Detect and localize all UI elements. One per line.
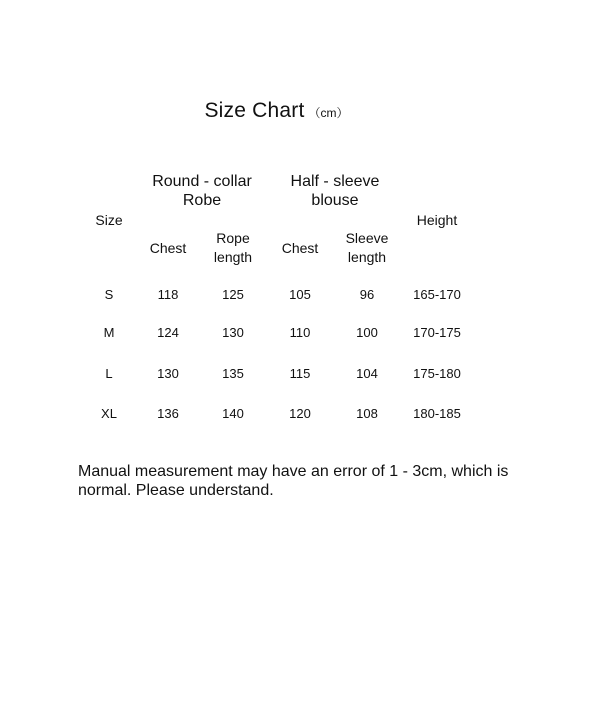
measurement-note: Manual measurement may have an error of 1 - 3cm, which is normal. Please understand. [78,463,509,499]
group-header-blouse-line1: Half - sleeve [290,173,380,190]
cell-sleeve-length: 108 [356,406,378,421]
group-header-robe-line1: Round - collar [152,173,252,190]
group-header-blouse [270,172,400,210]
cell-height: 175-180 [413,366,461,381]
cell-blouse-chest: 105 [289,287,311,302]
cell-robe-chest: 118 [157,287,179,302]
cell-robe-length: 140 [222,406,244,421]
cell-size: L [105,366,113,381]
subheader-sleeve-length-line1: Sleeve [345,230,389,246]
cell-sleeve-length: 100 [356,325,378,340]
cell-blouse-chest: 110 [289,325,311,340]
cell-robe-chest: 130 [157,366,179,381]
group-header-robe [132,172,272,210]
title-unit: （cm） [308,106,349,120]
cell-sleeve-length: 104 [356,366,378,381]
cell-height: 165-170 [413,287,461,302]
header-height: Height [416,212,458,228]
cell-height: 170-175 [413,325,461,340]
subheader-sleeve-length [334,229,400,267]
cell-robe-chest: 124 [157,325,179,340]
cell-sleeve-length: 96 [359,287,375,302]
title-text: Size Chart [204,99,305,122]
page-title [0,99,553,123]
subheader-robe-chest [138,239,198,258]
subheader-blouse-chest-label: Chest [281,240,319,256]
cell-robe-length: 125 [222,287,244,302]
group-header-robe-line2: Robe [182,192,222,209]
cell-size: XL [101,406,117,421]
subheader-robe-length-line2: length [213,249,253,265]
header-size: Size [95,212,123,228]
cell-size: S [104,287,114,302]
subheader-robe-chest-label: Chest [149,240,187,256]
cell-robe-chest: 136 [157,406,179,421]
cell-height: 180-185 [413,406,461,421]
cell-blouse-chest: 115 [289,366,311,381]
subheader-robe-length-line1: Rope [216,230,250,246]
cell-robe-length: 135 [222,366,244,381]
cell-blouse-chest: 120 [289,406,311,421]
subheader-sleeve-length-line2: length [347,249,387,265]
cell-robe-length: 130 [222,325,244,340]
subheader-robe-length [200,229,266,267]
cell-size: M [103,325,115,340]
group-header-blouse-line2: blouse [311,192,359,209]
subheader-blouse-chest [270,239,330,258]
